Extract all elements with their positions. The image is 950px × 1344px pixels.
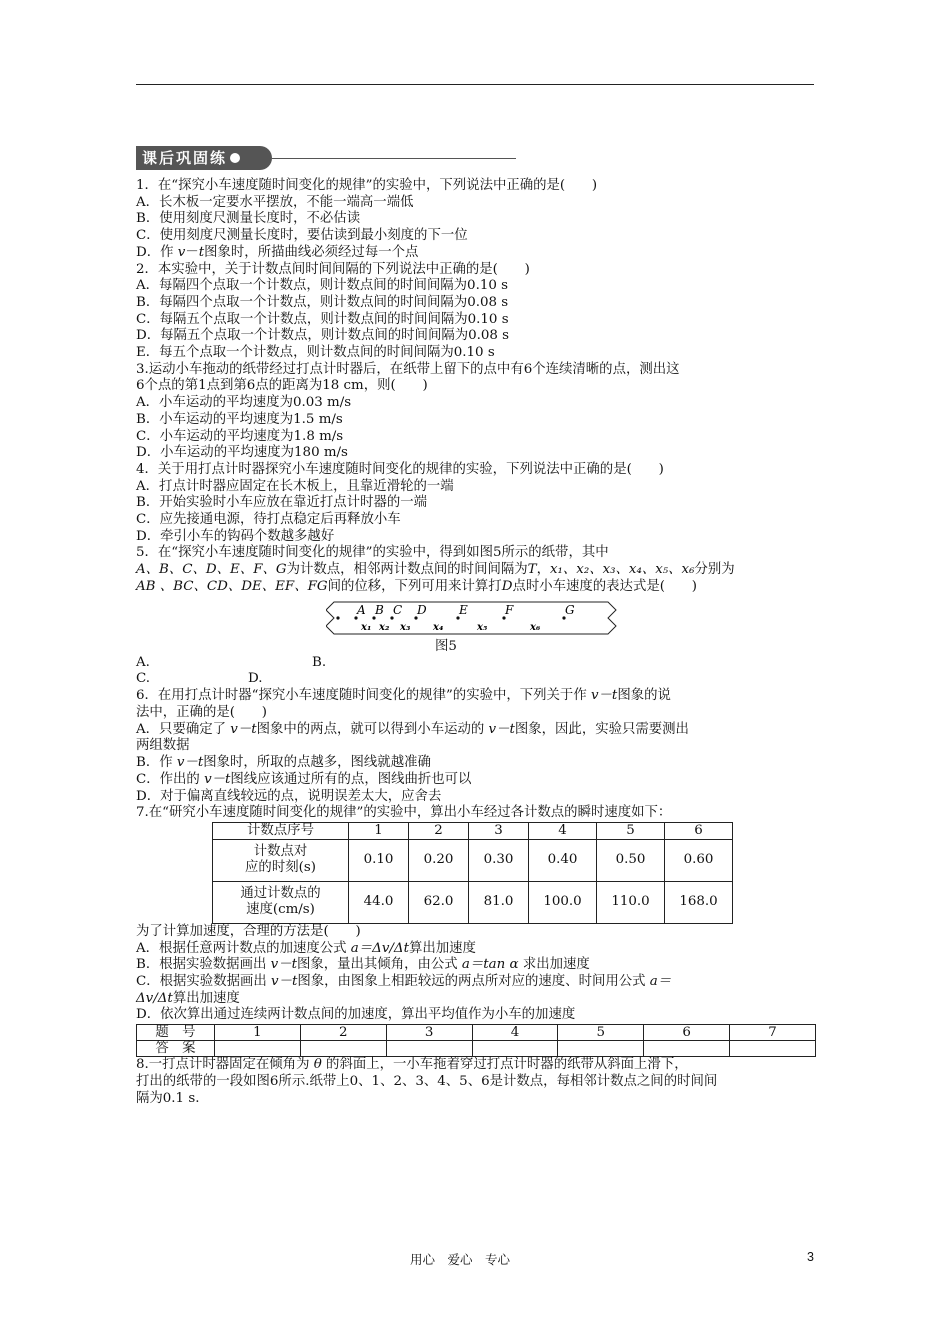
footer-motto: 用心 爱心 专心 <box>410 1252 511 1267</box>
table-row <box>137 1041 816 1057</box>
exercise-content <box>136 178 816 1107</box>
table-cell: 0.40 <box>529 839 597 881</box>
question-6-stem-cont: 法中，正确的是( ) <box>136 704 267 720</box>
q4-option-d: D．牵引小车的钩码个数越多越好 <box>136 528 335 544</box>
q6-option-b: B．作 v－t图象时，所取的点越多，图线就越准确 <box>136 755 431 771</box>
q6-option-d: D．对于偏离直线较远的点，说明误差太大，应舍去 <box>136 788 442 804</box>
q7-option-c: C．根据实验数据画出 v－t图象，由图象上相距较远的两点所对应的速度、时间用公式 a＝ <box>136 974 672 990</box>
answer-cell[interactable] <box>644 1041 730 1057</box>
table-cell: 4 <box>472 1025 558 1041</box>
q1-option-a: A．长木板一定要水平摆放，不能一端高一端低 <box>136 194 414 210</box>
question-5-stem: 5．在“探究小车速度随时间变化的规律”的实验中，得到如图5所示的纸带，其中 <box>136 545 609 561</box>
table-header-cell: 题 号 <box>137 1025 215 1041</box>
table-cell: 44.0 <box>349 881 409 923</box>
table-cell: 1 <box>215 1025 301 1041</box>
answer-table <box>136 1024 816 1057</box>
table-row <box>137 1025 816 1041</box>
question-7-stem: 7.在“研究小车速度随时间变化的规律”的实验中，算出小车经过各计数点的瞬时速度如下： <box>136 805 672 821</box>
q3-option-c: C．小车运动的平均速度为1.8 m/s <box>136 428 344 444</box>
banner-rule <box>272 158 516 159</box>
q7-option-d: D．依次算出通过连续两计数点间的加速度，算出平均值作为小车的加速度 <box>136 1007 576 1023</box>
question-8-stem: 8.一打点计时器固定在倾角为 θ 的斜面上，一小车拖着穿过打点计时器的纸带从斜面上滑下， <box>136 1057 688 1073</box>
question-5-stem-cont: A、B、C、D、E、F、G为计数点，相邻两计数点间的时间间隔为T，x₁、x₂、x₃、x₄、x₅、x₆分别为 <box>136 562 735 578</box>
q2-option-e: E．每五个点取一个计数点，则计数点间的时间间隔为0.10 s <box>136 345 495 361</box>
point-label: E <box>459 602 468 617</box>
answer-cell[interactable] <box>730 1041 816 1057</box>
table-cell: 7 <box>730 1025 816 1041</box>
q5-option-b: B. <box>312 655 327 671</box>
header-rule <box>136 84 814 85</box>
q1-option-c: C．使用刻度尺测量长度时，要估读到最小刻度的下一位 <box>136 228 468 244</box>
table-cell: 4 <box>529 822 597 839</box>
q5-option-d: D. <box>248 671 263 687</box>
question-8-stem-cont2: 隔为0.1 s. <box>136 1090 200 1106</box>
table-cell: 100.0 <box>529 881 597 923</box>
table-header-cell: 计数点对 应的时刻(s) <box>213 839 349 881</box>
section-banner <box>136 146 516 170</box>
q3-option-b: B．小车运动的平均速度为1.5 m/s <box>136 411 343 427</box>
q2-option-d: D．每隔五个点取一个计数点，则计数点间的时间间隔为0.08 s <box>136 328 510 344</box>
table-cell: 6 <box>665 822 733 839</box>
point-label: A <box>357 602 366 617</box>
table-cell: 81.0 <box>469 881 529 923</box>
question-7-ask: 为了计算加速度，合理的方法是( ) <box>136 923 361 939</box>
point-label: D <box>417 602 427 617</box>
segment-label: x₄ <box>433 621 444 633</box>
velocity-table <box>212 822 733 924</box>
table-cell: 5 <box>558 1025 644 1041</box>
table-cell: 1 <box>349 822 409 839</box>
q1-option-d: D．作 v－t图象时，所描曲线必须经过每一个点 <box>136 244 419 260</box>
q4-option-c: C．应先接通电源，待打点稳定后再释放小车 <box>136 512 401 528</box>
paper-tape-diagram <box>326 598 626 638</box>
q4-option-b: B．开始实验时小车应放在靠近打点计时器的一端 <box>136 495 428 511</box>
tape-dot <box>336 616 339 619</box>
table-row <box>213 839 733 881</box>
q7-option-a: A．根据任意两计数点的加速度公式 a＝Δv/Δt算出加速度 <box>136 940 476 956</box>
table-row <box>213 822 733 839</box>
q2-option-b: B．每隔四个点取一个计数点，则计数点间的时间间隔为0.08 s <box>136 294 509 310</box>
page-number: 3 <box>807 1250 814 1264</box>
segment-label: x₂ <box>379 621 390 633</box>
question-5-stem-cont2: AB 、BC、CD、DE、EF、FG间的位移，下列可用来计算打D点时小车速度的表达式是( ) <box>136 578 697 594</box>
answer-cell[interactable] <box>472 1041 558 1057</box>
segment-label: x₆ <box>530 621 541 633</box>
answer-cell[interactable] <box>215 1041 301 1057</box>
table-cell: 0.50 <box>597 839 665 881</box>
table-cell: 2 <box>300 1025 386 1041</box>
table-header-cell: 计数点序号 <box>213 822 349 839</box>
table-row <box>213 881 733 923</box>
point-label: C <box>393 602 403 617</box>
table-cell: 3 <box>386 1025 472 1041</box>
answer-cell[interactable] <box>386 1041 472 1057</box>
q7-option-c-cont: Δv/Δt算出加速度 <box>136 990 240 1006</box>
q6-option-c: C．作出的 v－t图线应该通过所有的点，图线曲折也可以 <box>136 771 472 787</box>
table-cell: 0.10 <box>349 839 409 881</box>
figure-5-caption: 图5 <box>435 638 457 654</box>
table-cell: 0.60 <box>665 839 733 881</box>
bullet-dot-icon <box>230 153 240 163</box>
q5-options <box>136 655 816 688</box>
figure-5-tape <box>136 598 816 638</box>
q3-option-d: D．小车运动的平均速度为180 m/s <box>136 445 348 461</box>
table-cell: 0.30 <box>469 839 529 881</box>
q5-option-a: A. <box>136 655 150 671</box>
q2-option-c: C．每隔五个点取一个计数点，则计数点间的时间间隔为0.10 s <box>136 311 509 327</box>
table-cell: 168.0 <box>665 881 733 923</box>
table-header-cell: 通过计数点的 速度(cm/s) <box>213 881 349 923</box>
table-header-cell: 答 案 <box>137 1041 215 1057</box>
table-cell: 2 <box>409 822 469 839</box>
answer-cell[interactable] <box>558 1041 644 1057</box>
q5-option-c: C. <box>136 671 151 687</box>
segment-label: x₅ <box>477 621 488 633</box>
question-1-stem: 1．在“探究小车速度随时间变化的规律”的实验中，下列说法中正确的是( ) <box>136 178 598 193</box>
q4-option-a: A．打点计时器应固定在长木板上，且靠近滑轮的一端 <box>136 478 454 494</box>
question-3-stem: 3.运动小车拖动的纸带经过打点计时器后，在纸带上留下的点中有6个连续清晰的点，测出这 <box>136 361 680 377</box>
point-label: G <box>565 602 575 617</box>
q6-option-a-cont: 两组数据 <box>136 738 190 754</box>
section-title: 课后巩固练 <box>136 146 272 170</box>
answer-cell[interactable] <box>300 1041 386 1057</box>
segment-label: x₁ <box>361 621 372 633</box>
q7-option-b: B．根据实验数据画出 v－t图象，量出其倾角，由公式 a＝tan α 求出加速度 <box>136 957 590 973</box>
q6-option-a: A．只要确定了 v－t图象中的两点，就可以得到小车运动的 v－t图象，因此，实验只需要测出 <box>136 721 689 737</box>
table-cell: 5 <box>597 822 665 839</box>
q1-option-b: B．使用刻度尺测量长度时，不必估读 <box>136 211 361 227</box>
table-cell: 6 <box>644 1025 730 1041</box>
table-cell: 110.0 <box>597 881 665 923</box>
question-8-stem-cont: 打出的纸带的一段如图6所示.纸带上0、1、2、3、4、5、6是计数点，每相邻计数点之间的时间间 <box>136 1073 718 1089</box>
q2-option-a: A．每隔四个点取一个计数点，则计数点间的时间间隔为0.10 s <box>136 278 508 294</box>
q3-option-a: A．小车运动的平均速度为0.03 m/s <box>136 395 352 411</box>
question-4-stem: 4．关于用打点计时器探究小车速度随时间变化的规律的实验，下列说法中正确的是( ) <box>136 461 664 477</box>
point-label: B <box>375 602 384 617</box>
segment-label: x₃ <box>400 621 411 633</box>
question-6-stem: 6．在用打点计时器“探究小车速度随时间变化的规律”的实验中，下列关于作 v－t图象的说 <box>136 688 671 704</box>
question-3-stem-cont: 6个点的第1点到第6点的距离为18 cm，则( ) <box>136 378 428 394</box>
point-label: F <box>505 602 514 617</box>
table-cell: 0.20 <box>409 839 469 881</box>
table-cell: 62.0 <box>409 881 469 923</box>
question-2-stem: 2．本实验中，关于计数点间时间间隔的下列说法中正确的是( ) <box>136 261 530 277</box>
table-cell: 3 <box>469 822 529 839</box>
